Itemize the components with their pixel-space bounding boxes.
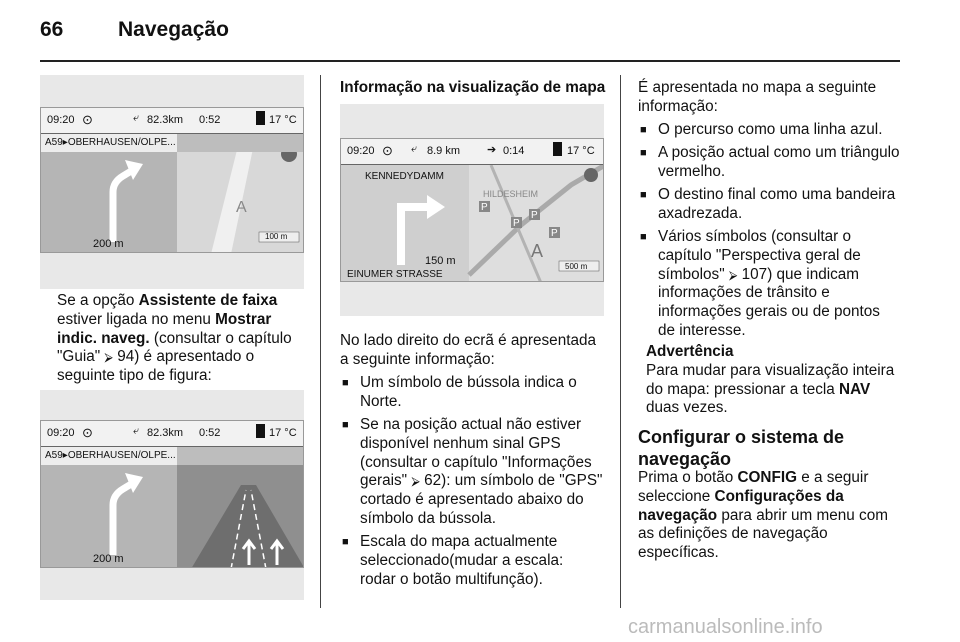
scale-text: 500 m [565,262,588,271]
right-side-intro [340,332,610,370]
distance-text: 82.3km [147,427,184,439]
list-item [340,533,610,589]
column-divider [620,75,621,608]
street-name-top: KENNEDYDAMM [365,171,444,182]
turn-distance-text: 200 m [93,553,124,565]
text-run: informações gerais ou de pontos [658,303,880,321]
road-name: A59▸OBERHAUSEN/OLPE... [41,447,177,465]
compass-icon [584,168,598,182]
nav-screen [340,138,604,282]
lane-graphic [41,465,304,568]
temperature-text: 17 °C [269,427,297,439]
text-run: seguinte tipo de figura: [57,367,212,385]
text-run: navegação [638,449,732,469]
destination-marker-icon: A [531,241,544,261]
road-name: A59▸OBERHAUSEN/OLPE... [41,134,177,152]
watermark: carmanualsonline.info [628,616,823,638]
svg-text:P: P [481,202,488,213]
column-divider [320,75,321,608]
text-run: Para mudar para visualização inteira [646,361,895,379]
status-bar [41,421,303,447]
svg-text:P: P [551,228,558,239]
text-run: Vários símbolos (consultar o [658,228,851,245]
header-rule [40,60,900,62]
figure-map-view [340,104,604,316]
text-run: No lado direito do ecrã é apresentada [340,332,596,349]
key-name: CONFIG [737,469,797,486]
text-run: seleccionado(mudar a escala: [360,551,564,569]
text-run: 107) que indicam [741,265,860,283]
figure-lane-assist-lanes [40,390,304,600]
figure-lane-assist-map [40,75,304,289]
page-title: Navegação [118,18,229,41]
status-bar [341,139,603,165]
text-run: rodar o botão multifunção). [360,570,543,588]
list-item [638,228,908,341]
city-label: HILDESHEIM [483,189,539,199]
thermometer-icon [553,142,562,156]
text-run: do mapa: pressionar a tecla [646,380,840,398]
lane-assist-paragraph [57,292,307,386]
clock-icon: ⊙ [82,425,93,440]
menu-option-text: Assistente de faixa [138,292,278,309]
nav-screen [40,420,304,568]
temperature-text: 17 °C [567,145,595,157]
text-run: Se a opção [57,292,139,309]
text-run: Norte. [360,392,402,410]
text-run: O destino final como uma bandeira [658,186,896,203]
time-text: 09:20 [47,114,75,126]
thermometer-icon [256,111,265,125]
distance-text: 82.3km [147,114,184,126]
text-run: capítulo "Perspectiva geral de [658,246,861,264]
destination-marker-icon: A [236,199,247,216]
time-text: 09:20 [47,427,75,439]
text-run: É apresentada no mapa a seguinte [638,79,877,96]
status-bar [41,108,303,134]
text-run: a seguinte informação: [340,350,495,368]
time-text: 09:20 [347,145,375,157]
svg-text:P: P [531,210,538,221]
list-item [340,416,610,529]
text-run: Escala do mapa actualmente [360,533,558,550]
text-run: para abrir um menu com [717,506,888,524]
text-run: O percurso como uma linha azul. [658,121,883,138]
note-title: Advertência [646,343,734,360]
text-run: as definições de navegação [638,525,828,543]
clock-icon: ⊙ [82,112,93,127]
configure-paragraph [638,469,908,563]
text-run: Se na posição actual não estiver [360,416,582,433]
text-run: (consultar o capítulo [149,329,292,347]
text-run: símbolo da bússola. [360,509,497,527]
note-box [646,343,916,418]
text-run: informações de trânsito e [658,284,830,302]
text-run: de interesse. [658,321,746,339]
text-run: estiver ligada no menu [57,310,216,328]
route-icon: ⤶ [411,143,418,155]
text-run: 62): um símbolo de "GPS" [424,472,603,490]
thermometer-icon [256,424,265,438]
text-run: Configurar o sistema de [638,427,845,447]
section-heading: Informação na visualização de mapa [340,79,606,96]
text-run: Prima o botão [638,469,738,486]
text-run: Um símbolo de bússola indica o [360,374,577,391]
route-icon: ⤶ [133,112,140,124]
nav-screen [40,107,304,253]
distance-text: 8.9 km [427,145,461,157]
eta-text: 0:52 [199,427,221,439]
text-run: "Guia" [57,348,105,366]
text-run: informação: [638,97,718,115]
eta-text: 0:52 [199,114,221,126]
scale-text: 100 m [265,232,288,241]
text-run: 94) é apresentado o [117,348,255,366]
page-reference-icon: ⮚ [411,474,420,489]
menu-option-text: Configurações da [714,487,844,505]
list-item [638,144,908,182]
section-heading [638,426,908,470]
text-run: símbolos" [658,265,729,283]
menu-option-text: navegação [638,506,718,524]
text-run: axadrezada. [658,204,743,222]
text-run: (consultar o capítulo "Informações [360,453,592,471]
key-name: NAV [839,380,871,398]
text-run: cortado é apresentado abaixo do [360,491,584,509]
street-name-bottom: EINUMER STRASSE [347,269,443,280]
text-run: e a seguir [796,469,869,486]
text-run: gerais" [360,472,412,490]
text-run: A posição actual como um triângulo [658,144,900,161]
map-info-intro [638,79,908,117]
page-number: 66 [40,18,64,41]
list-item [638,186,908,224]
page-reference-icon: ⮚ [728,267,738,282]
temperature-text: 17 °C [269,114,297,126]
route-icon: ⤶ [133,425,140,437]
menu-name-text: indic. naveg. [57,329,150,347]
menu-name-text: Mostrar [215,310,272,328]
text-run: específicas. [638,544,719,562]
text-run: vermelho. [658,162,726,180]
list-item [340,374,610,412]
text-run: disponível nenhum sinal GPS [360,434,561,452]
eta-text: 0:14 [503,145,525,157]
turn-distance-text: 200 m [93,238,124,250]
text-run: duas vezes. [646,399,728,417]
arrow-icon: ➔ [487,144,497,156]
page-reference-icon: ⮚ [104,350,113,365]
clock-icon: ⊙ [382,143,393,158]
text-run: seleccione [638,487,715,505]
turn-distance-text: 150 m [425,255,456,267]
list-item [638,121,908,140]
svg-text:P: P [513,218,520,229]
